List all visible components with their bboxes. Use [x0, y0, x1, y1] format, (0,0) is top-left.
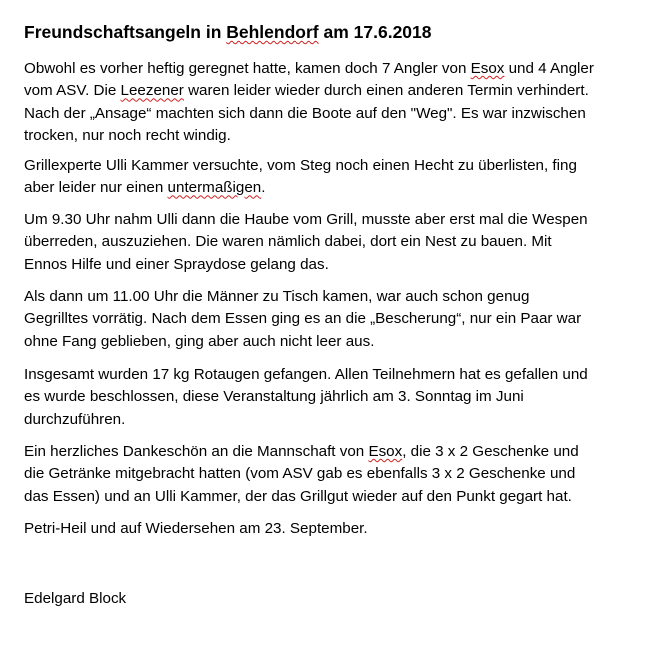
text-run: trocken, nur noch recht windig.	[24, 127, 231, 145]
text-run: es wurde beschlossen, diese Veranstaltung jährlich am 3. Sonntag im Juni	[24, 388, 524, 406]
text-run: Grillexperte Ulli Kammer versuchte, vom Steg noch einen Hecht zu überlisten, fing	[24, 157, 577, 174]
text-line	[24, 588, 654, 610]
text-line	[24, 409, 654, 431]
author-name: Edelgard Block	[24, 590, 127, 607]
paragraph-grill-expert	[24, 155, 654, 200]
text-run: , die 3 x 2 Geschenke und	[402, 443, 579, 460]
text-line	[24, 518, 654, 540]
text-line	[24, 441, 654, 463]
misspelled-word: Esox	[368, 443, 403, 460]
text-run: vom ASV. Die	[24, 82, 121, 100]
paragraph-arrival	[24, 58, 654, 148]
paragraph-lunch	[24, 286, 654, 353]
text-run: aber leider nur einen	[24, 179, 168, 197]
text-run: Als dann um 11.00 Uhr die Männer zu Tisch kamen, war auch schon genug	[24, 288, 530, 305]
misspelled-word: Leezener	[120, 82, 184, 100]
text-line	[24, 486, 654, 508]
text-line	[24, 463, 654, 485]
author-signature	[24, 588, 654, 610]
text-line	[24, 209, 654, 231]
text-run: Nach der „Ansage“ machten sich dann die Boote auf den "Weg". Es war inzwischen	[24, 104, 586, 122]
text-run: Petri-Heil und auf Wiedersehen am 23. September.	[24, 520, 368, 537]
text-run: und 4 Angler	[504, 60, 594, 77]
document-title	[24, 20, 432, 44]
title-misspelled-word: Behlendorf	[226, 22, 319, 42]
text-run: durchzuführen.	[24, 410, 126, 428]
text-run: die Getränke mitgebracht hatten (vom ASV gab es ebenfalls 3 x 2 Geschenke und	[24, 465, 576, 483]
paragraph-farewell	[24, 518, 654, 540]
text-line	[24, 80, 654, 102]
text-run: Gegrilltes vorrätig. Nach dem Essen ging es an die „Bescherung“, nur ein Paar war	[24, 310, 582, 328]
text-line	[24, 386, 654, 408]
text-run: Obwohl es vorher heftig geregnet hatte, kamen doch 7 Angler von	[24, 60, 471, 77]
misspelled-word: Esox	[470, 60, 505, 77]
text-line	[24, 286, 654, 308]
text-line	[24, 155, 654, 177]
title-text-post: am 17.6.2018	[318, 22, 432, 42]
text-line	[24, 254, 654, 276]
text-line	[24, 231, 654, 253]
text-run: waren leider wieder durch einen anderen Termin verhindert.	[183, 82, 589, 100]
text-line	[24, 125, 654, 147]
text-run: Um 9.30 Uhr nahm Ulli dann die Haube vom Grill, musste aber erst mal die Wespen	[24, 211, 588, 228]
text-run: Insgesamt wurden 17 kg Rotaugen gefangen. Allen Teilnehmern hat es gefallen und	[24, 366, 588, 383]
text-run: Ein herzliches Dankeschön an die Mannschaft von	[24, 443, 369, 460]
title-text-pre: Freundschaftsangeln in	[24, 22, 227, 42]
text-run: das Essen) und an Ulli Kammer, der das Grillgut wieder auf den Punkt gegart hat.	[24, 487, 572, 505]
paragraph-thanks	[24, 441, 654, 508]
text-run: .	[261, 179, 266, 197]
text-run: Ennos Hilfe und einer Spraydose gelang das.	[24, 255, 329, 273]
text-line	[24, 331, 654, 353]
misspelled-word: untermaßigen	[167, 179, 262, 197]
text-line	[24, 177, 654, 199]
text-line	[24, 103, 654, 125]
paragraph-wasps	[24, 209, 654, 276]
text-run: überreden, auszuziehen. Die waren nämlich dabei, dort ein Nest zu bauen. Mit	[24, 233, 552, 251]
text-line	[24, 308, 654, 330]
text-line	[24, 58, 654, 80]
paragraph-results	[24, 364, 654, 431]
text-run: ohne Fang geblieben, ging aber auch nicht leer aus.	[24, 332, 375, 350]
text-line	[24, 364, 654, 386]
